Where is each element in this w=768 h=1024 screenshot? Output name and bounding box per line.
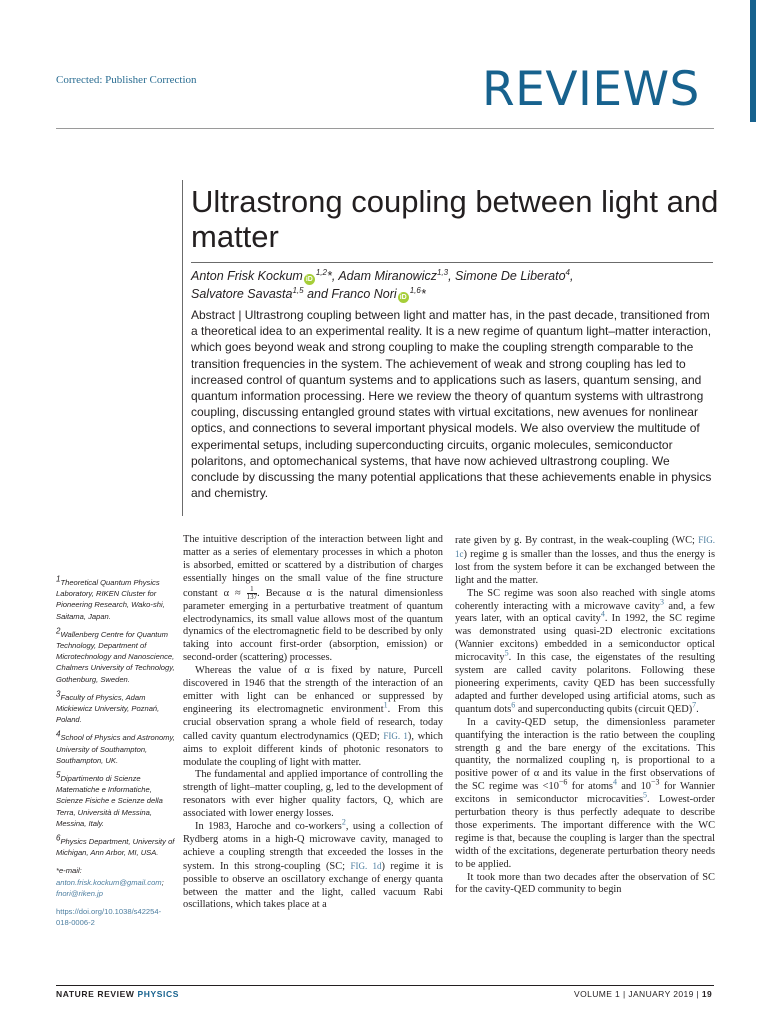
email-link[interactable]: fnori@riken.jp [56,888,103,898]
affiliation-item: $^5$Dipartimento di Scienze Matematiche e Informatiche, Scienze Fisiche e Scienze della Terra, Università di Messina, Messina, Italy. [56,770,163,828]
citation-link[interactable]: 7 [692,700,697,710]
correction-notice[interactable]: Corrected: Publisher Correction [56,74,197,86]
author-affiliation: 1,3 [436,267,449,277]
page-number: 19 [701,989,713,999]
title-rule [191,262,713,263]
body-column-left [183,534,443,912]
section-header: REVIEWS [482,62,700,117]
abstract [191,307,718,501]
author-list: Anton Frisk Kockum iD$^{1,2}$*, Adam Miranowicz$^{1,3}$, Simone De Liberato$^4$, Salvatore Savasta$^{1,5}$ and Franco Nori iD$^{1,6}$* [191,267,574,301]
figure-link[interactable]: FIG. 1c [455,535,715,559]
citation-link[interactable]: 3 [659,597,664,607]
citation-link[interactable]: 6 [511,700,516,710]
orcid-icon[interactable]: iD [399,294,407,301]
paragraph: The SC regime was soon also reached with single atoms coherently interacting with a microwave cavity$^3$ and, a few years later, with an optical cavity$^4$. In 1992, the SC regime was demonstrated using quasi-2D electronic excitations (Wannier excitons) embedded in a semiconductor optical microcavity$^5$. In this case, the eigenstates of the resulting system are called cavity polaritons. Following these pioneering experiments, cavity QED has been successfully adapted and further developed using artificial atoms, such as quantum dots$^6$ and superconducting qubits (circuit QED)$^7$. [455,587,715,715]
abstract-label: Abstract | [191,308,242,322]
affiliations-sidebar [56,574,176,935]
fraction: $\frac{1}{137}$ [246,584,258,601]
figure-link[interactable]: FIG. 1 [383,730,408,741]
paragraph: Whereas the value of α is fixed by nature, Purcell discovered in 1946 that the strength of the interaction of an emitter with light can be enhanced or suppressed by engineering its electromagnetic environment$^1$. From this crucial observation sprang a whole field of research, today called cavity quantum electrodynamics (QED; FIG. 1), which aims to exploit different kinds of photonic resonators to modulate the coupling of light with matter. [183,665,443,768]
paragraph: rate given by g. By contrast, in the weak-coupling (WC; FIG. 1c) regime g is smaller than the losses, and thus the energy is lost from the system before it can be exchanged between the light and the matter. [455,535,715,586]
edge-bar [750,0,756,122]
affiliation-item: $^6$Physics Department, University of Michigan, Ann Arbor, MI, USA. [56,833,175,858]
paragraph: It took more than two decades after the observation of SC for the cavity-QED community to begin [455,871,715,896]
citation-link[interactable]: 5 [504,648,509,658]
citation-link[interactable]: 5 [643,790,648,800]
author-name[interactable]: Salvatore Savasta [191,287,293,301]
affiliation-item: $^2$Wallenberg Centre for Quantum Technology, Department of Microtechnology and Nanoscience, Chalmers University of Technology, Gothenburg, Sweden. [56,626,175,684]
author-affiliation: 1,6 [409,285,421,295]
citation-link[interactable]: 4 [612,777,617,787]
author-affiliation: 1,5 [292,285,304,295]
corresponding-mark: * [326,269,332,283]
paragraph: In 1983, Haroche and co-workers$^2$, using a collection of Rydberg atoms in a high-Q microwave cavity, managed to achieve a coupling strength that exceeded the losses in the system. In this strong-coupling (SC; FIG. 1d) regime it is possible to observe an oscillatory exchange of energy quanta between the matter and the light, called vacuum Rabi oscillations, which takes place at a [183,817,443,911]
email-link[interactable]: anton.frisk.kockum@gmail.com [56,877,162,887]
affiliation-item: $^1$Theoretical Quantum Physics Laboratory, RIKEN Cluster for Pioneering Research, Wako-shi, Saitama, Japan. [56,574,165,621]
footer-rule [56,985,714,986]
citation-link[interactable]: 2 [341,817,346,827]
author-name[interactable]: Anton Frisk Kockum [191,269,303,283]
orcid-icon[interactable]: iD [305,276,313,283]
volume-info: VOLUME 1 | JANUARY 2019 | 19 [574,989,713,999]
author-name[interactable]: Adam Miranowicz [338,269,437,283]
author-affiliation: 4 [565,267,570,277]
body-column-right [455,534,715,897]
title-frame-line [182,180,183,516]
figure-link[interactable]: FIG. 1d [350,860,382,871]
article-title: Ultrastrong coupling between light and matter [191,184,719,254]
corresponding-mark: * [420,287,426,301]
author-name[interactable]: Simone De Liberato [455,269,566,283]
paragraph: The intuitive description of the interaction between light and matter as a series of elementary processes in which a photon is absorbed, emitted or scattered by a distribution of charges essentially hinges on the small value of the fine structure constant α ≈ $\frac{1}{137}$ . Because α is the natural dimensionless parameter emerging in a perturbative treatment of quantum electrodynamics, its small value allows most of the quantum dynamics of the electromagnetic field to be described by only taking into account first-order (absorption, emission) or second-order (scattering) processes. [183,534,443,664]
paragraph: The fundamental and applied importance of controlling the strength of light–matter coupling, g, led to the development of resonators with ever higher quality factors, Q, which are associated with lower energy losses. [183,769,443,820]
author-affiliation: 1,2 [315,267,327,277]
journal-name: NATURE REVIEW PHYSICS [56,989,179,999]
paragraph: In a cavity-QED setup, the dimensionless parameter quantifying the interaction is the ratio between the coupling strength g and the bare energy of the excitations. This quantity, the normalized coupling η, is proportional to a positive power of α and its value in the first observations of the SC regime was $<10^{-6}$ for atoms$^4$ and $10^{-3}$ for Wannier excitons in semiconductor microcavities$^5$. Lowest-order perturbation theory is thus perfectly adequate to describe those experiments. The important difference with the WC regime is that, because the coupling is larger than the spectral width of the excitations, degenerate perturbation theory needs to be applied. [455,716,715,870]
citation-link[interactable]: 4 [600,609,605,619]
affiliation-item: $^4$School of Physics and Astronomy, University of Southampton, Southampton, UK. [56,729,175,765]
abstract-text: Ultrastrong coupling between light and matter has, in the past decade, transitioned from a theoretical idea to an experimental reality. It is a new regime of quantum light–matter interaction, which goes beyond weak and strong coupling to make the coupling strength comparable to the transition frequencies in the system. The achievement of weak and strong coupling has led to increased control of quantum systems and to applications such as lasers, quantum sensing, and quantum information processing. Here we review the theory of quantum systems with ultrastrong coupling, discussing entangled ground states with virtual excitations, new avenues for nonlinear optics, and connections to several important physical models. We also overview the multitude of experimental setups, including superconducting circuits, organic molecules, semiconductor polaritons, and optomechanical systems, that have now achieved ultrastrong coupling. We conclude by discussing the many potential applications that these achievements enable in physics and chemistry. [191,308,712,501]
header-rule [56,128,714,129]
author-name[interactable]: Franco Nori [331,287,397,301]
doi-link[interactable]: https://doi.org/10.1038/s42254-018-0006-2 [56,907,162,928]
affiliation-item: $^3$Faculty of Physics, Adam Mickiewicz University, Poznań, Poland. [56,689,160,725]
author-conjunction: and [307,287,328,301]
email-note: *e-mail: anton.frisk.kockum@gmail.com; fnori@riken.jp [56,866,164,898]
citation-link[interactable]: 1 [383,700,388,710]
